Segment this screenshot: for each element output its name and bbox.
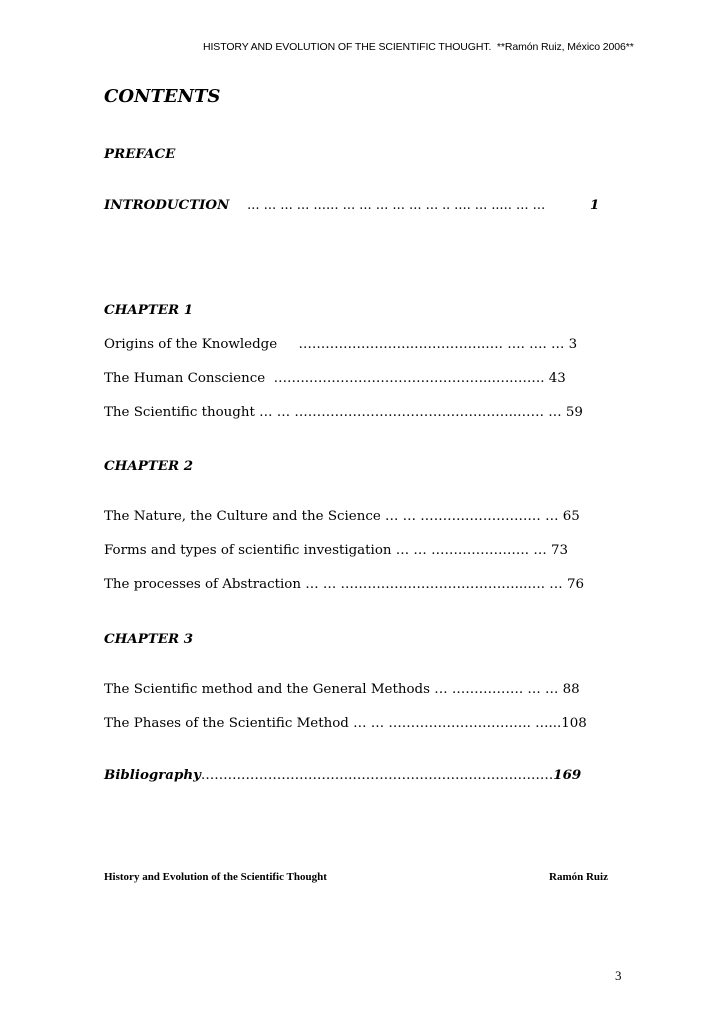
chapter-1-heading: CHAPTER 1 (104, 302, 194, 318)
page-number: 3 (615, 968, 622, 983)
preface-heading: PREFACE (104, 146, 176, 162)
toc-entry-phases: The Phases of the Scientific Method … … ………………………….. …...108 (104, 716, 587, 731)
bibliography-page: 169 (553, 767, 582, 783)
bibliography-leader: …………………………….……………………………………… (200, 768, 554, 783)
footer-title: History and Evolution of the Scientific Thought (104, 871, 327, 883)
toc-entry-human-conscience: The Human Conscience ……..…………………………………..…..……. 43 (104, 371, 566, 386)
bibliography-label: Bibliography (104, 767, 201, 783)
toc-entry-origins: Origins of the Knowledge ……………………..…………….…. …. …. … 3 (104, 337, 578, 352)
toc-entry-nature-culture: The Nature, the Culture and the Science … … ……………………… … 65 (104, 509, 580, 524)
chapter-2-heading: CHAPTER 2 (104, 458, 194, 474)
running-header: HISTORY AND EVOLUTION OF THE SCIENTIFIC THOUGHT. **Ramón Ruiz, México 2006** (203, 41, 634, 53)
toc-entry-forms-types: Forms and types of scientific investigation … … …………………. … 73 (104, 543, 569, 558)
footer-author: Ramón Ruiz (549, 871, 608, 883)
toc-entry-scientific-method: The Scientific method and the General Methods … ……………. … … 88 (104, 682, 580, 697)
contents-title: CONTENTS (104, 86, 221, 107)
toc-entry-bibliography (104, 767, 581, 783)
introduction-page: 1 (590, 197, 600, 213)
introduction-heading: INTRODUCTION (104, 197, 230, 213)
chapter-3-heading: CHAPTER 3 (104, 631, 194, 647)
toc-entry-abstraction: The processes of Abstraction … … …………………………………...…. … 76 (104, 577, 584, 592)
introduction-leader: … … … … …… … … … … … … .. …. … ..… … … (247, 197, 550, 212)
toc-entry-scientific-thought: The Scientific thought … … …………………………………………..…… … 59 (104, 405, 583, 420)
